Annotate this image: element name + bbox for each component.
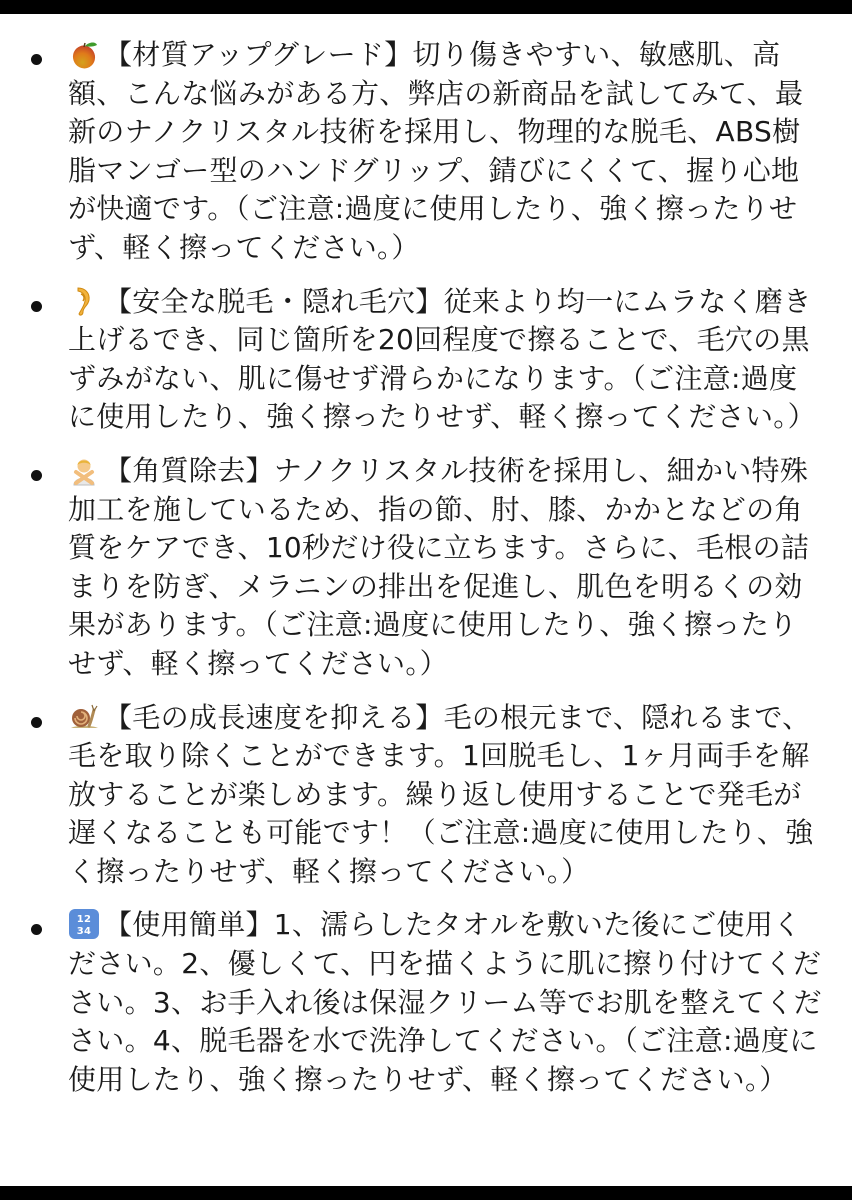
list-item-text: 【角質除去】ナノクリスタル技術を採用し、細かい特殊加工を施しているため、指の節、肘、膝、かかとなどの角質をケアでき、10秒だけ役に立ちます。さらに、毛根の詰まりを防ぎ、メラニンの排出を促進し、肌色を明るくの効果があります。（ご注意:過度に使用したり、強く擦ったりせず、軽く擦ってください。） [68, 453, 810, 680]
list-item-text: 【毛の成長速度を抑える】毛の根元まで、隠れるまで、毛を取り除くことができます。1回脱毛し、1ヶ月両手を解放することが楽しめます。繰り返し使用することで発毛が遅くなることも可能です！（ご注意:過度に使用したり、強く擦ったりせず、軽く擦ってください。） [68, 700, 814, 888]
list-item [0, 36, 852, 268]
bullet-dot [31, 470, 42, 481]
bullet-dot [31, 717, 42, 728]
feature-list [0, 36, 852, 1114]
top-black-bar [0, 0, 852, 14]
svg-text:34: 34 [76, 926, 92, 938]
list-item-text: 12 34 【使用簡単】1、濡らしたタオルを敷いた後にご使用ください。2、優しくて、円を描くように肌に擦り付けてください。3、お手入れ後は保湿クリーム等でお肌を整えてください。4、脱毛器を水で洗浄してください。（ご注意:過度に使用したり、強く擦ったりせず、軽く擦ってください。） [68, 908, 822, 1096]
list-item-text: 【安全な脱毛・隠れ毛穴】従来より均一にムラなく磨き上げるでき、同じ箇所を20回程度で擦ることで、毛穴の黒ずみがない、肌に傷せず滑らかになります。（ご注意:過度に使用したり、強く擦ったりせず、軽く擦ってください。） [68, 284, 816, 434]
list-item [0, 699, 852, 892]
snail-icon [68, 701, 100, 733]
svg-text:12: 12 [76, 914, 92, 926]
list-item [0, 452, 852, 684]
list-item-text: 【材質アップグレード】切り傷きやすい、敏感肌、高額、こんな悩みがある方、弊店の新商品を試してみて、最新のナノクリスタル技術を採用し、物理的な脱毛、ABS樹脂マンゴー型のハンドグリップ、錆びにくくて、握り心地が快適です。（ご注意:過度に使用したり、強く擦ったりせず、軽く擦ってください。） [68, 38, 804, 264]
list-item [0, 283, 852, 437]
ear-icon [68, 285, 100, 317]
bottom-black-bar [0, 1186, 852, 1200]
bullet-dot [31, 301, 42, 312]
input-numbers-icon [68, 908, 100, 940]
list-item [0, 906, 852, 1099]
bullet-dot [31, 924, 42, 935]
person-gesturing-no-icon [68, 454, 100, 486]
bullet-dot [31, 54, 42, 65]
mango-icon [68, 38, 100, 70]
